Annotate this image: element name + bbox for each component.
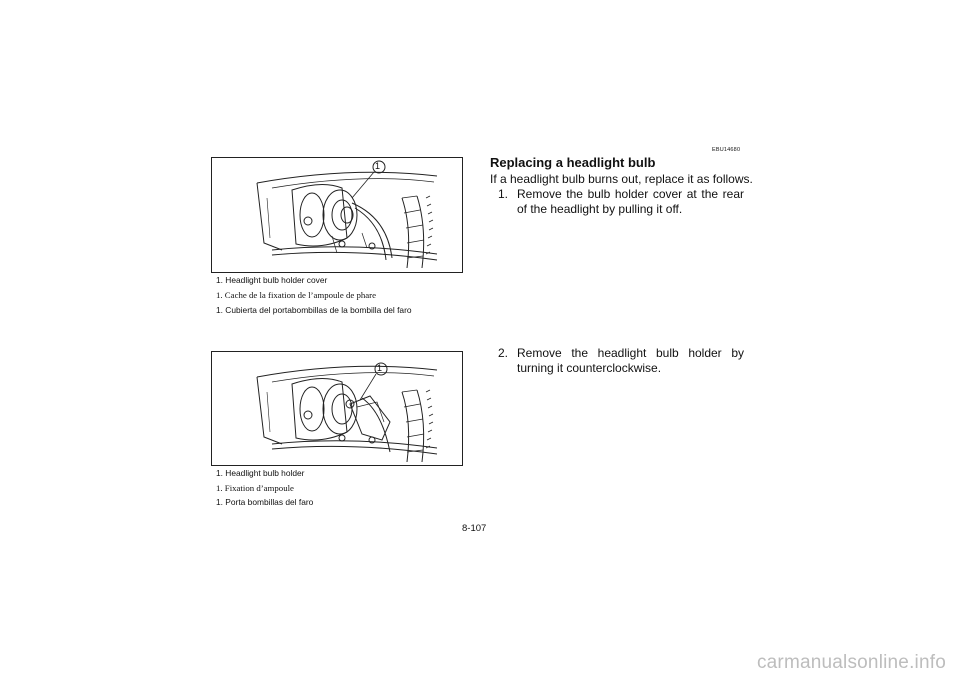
caption-fr: 1. Cache de la fixation de l’ampoule de phare [216, 290, 376, 300]
callout-number: 1 [377, 363, 383, 373]
caption-en: 1. Headlight bulb holder cover [216, 275, 328, 285]
step-text: Remove the headlight bulb holder by turning it counterclockwise. [517, 346, 744, 375]
figure-headlight-bulb-holder [211, 351, 463, 466]
section-title: Replacing a headlight bulb [490, 155, 656, 170]
step-number: 1. [498, 187, 509, 201]
section-code: EBU14680 [712, 147, 741, 153]
step-text: Remove the bulb holder cover at the rear of the headlight by pulling it off. [517, 187, 744, 216]
caption-es: 1. Cubierta del portabombillas de la bombilla del faro [216, 305, 412, 315]
caption-en: 1. Headlight bulb holder [216, 468, 305, 478]
headlight-holder-illustration [212, 352, 462, 465]
figure-headlight-bulb-holder-cover [211, 157, 463, 273]
watermark: carmanualsonline.info [756, 652, 946, 673]
page-number: 8-107 [462, 523, 487, 534]
headlight-cover-illustration [212, 158, 462, 272]
caption-fr: 1. Fixation d’ampoule [216, 483, 294, 493]
step-number: 2. [498, 346, 509, 360]
section-intro: If a headlight bulb burns out, replace it as follows. [490, 172, 753, 186]
step-2 [498, 346, 744, 376]
step-1 [498, 187, 744, 217]
caption-es: 1. Porta bombillas del faro [216, 497, 314, 507]
callout-number: 1 [375, 161, 381, 171]
